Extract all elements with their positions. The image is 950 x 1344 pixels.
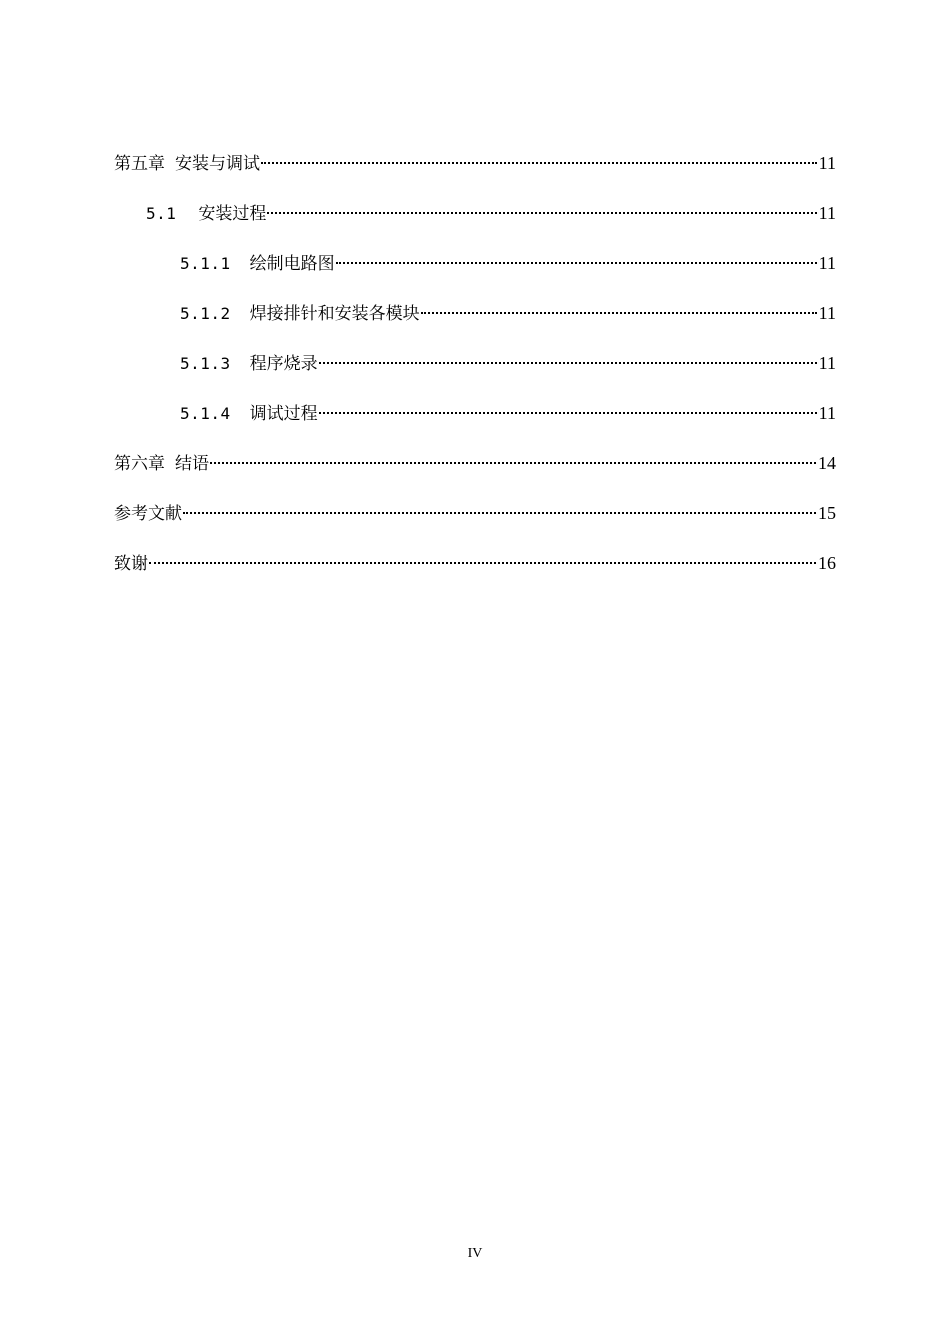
toc-entry-title: 第五章 安装与调试 <box>114 154 260 174</box>
toc-leader-dots <box>183 512 816 514</box>
toc-entry-title: 调试过程 <box>249 404 318 424</box>
toc-entry-page: 11 <box>818 403 836 423</box>
toc-leader-dots <box>149 562 816 564</box>
toc-entry-title: 绘制电路图 <box>249 254 335 274</box>
toc-entry-5-1-1[interactable] <box>114 248 836 298</box>
toc-leader-dots <box>319 412 817 414</box>
page-number: IV <box>467 1246 483 1261</box>
toc-leader-dots <box>319 362 817 364</box>
toc-leader-dots <box>267 212 816 214</box>
toc-entry-number: 5.1.3 <box>180 354 231 373</box>
toc-entry-5-1[interactable] <box>114 198 836 248</box>
toc-entry-title: 程序烧录 <box>249 354 318 374</box>
toc-entry-acknowledgements[interactable] <box>114 548 836 598</box>
toc-entry-5-1-3[interactable] <box>114 348 836 398</box>
toc-entry-number: 5.1.4 <box>180 404 231 423</box>
toc-entry-references[interactable] <box>114 498 836 548</box>
toc-entry-title: 第六章 结语 <box>114 454 209 474</box>
table-of-contents <box>114 148 836 598</box>
toc-leader-dots <box>210 462 816 464</box>
toc-entry-page: 11 <box>818 253 836 273</box>
toc-entry-page: 11 <box>818 353 836 373</box>
toc-entry-title: 焊接排针和安装各模块 <box>249 304 420 324</box>
toc-leader-dots <box>261 162 817 164</box>
toc-entry-page: 11 <box>818 303 836 323</box>
toc-entry-page: 11 <box>818 153 836 173</box>
toc-entry-number: 5.1 <box>146 204 177 223</box>
toc-entry-chapter-6[interactable] <box>114 448 836 498</box>
toc-entry-number: 5.1.2 <box>180 304 231 323</box>
toc-entry-chapter-5[interactable] <box>114 148 836 198</box>
toc-entry-page: 15 <box>818 503 836 523</box>
toc-entry-page: 16 <box>818 553 836 573</box>
toc-entry-number: 5.1.1 <box>180 254 231 273</box>
toc-leader-dots <box>421 312 817 314</box>
toc-entry-title: 参考文献 <box>114 504 182 524</box>
toc-leader-dots <box>336 262 817 264</box>
toc-entry-page: 14 <box>818 453 836 473</box>
toc-entry-title: 安装过程 <box>198 204 267 224</box>
toc-entry-5-1-2[interactable] <box>114 298 836 348</box>
toc-entry-page: 11 <box>818 203 836 223</box>
toc-entry-5-1-4[interactable] <box>114 398 836 448</box>
toc-entry-title: 致谢 <box>114 554 148 574</box>
